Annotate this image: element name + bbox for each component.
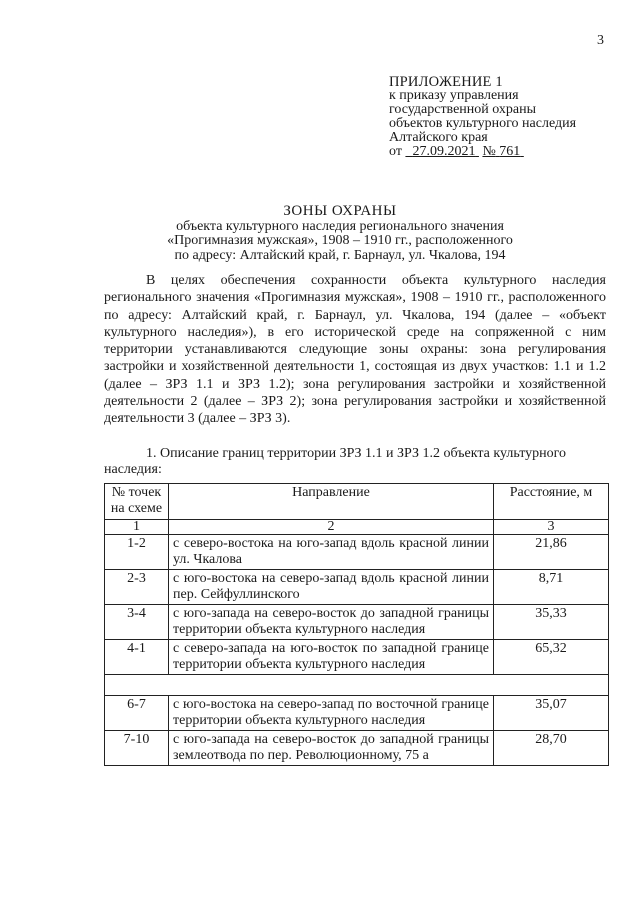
cell-direction: с юго-востока на северо-запад вдоль красной линии пер. Сейфуллинского (169, 570, 494, 605)
appendix-block (389, 75, 619, 159)
table-row (105, 640, 609, 675)
cell-point: 3-4 (105, 605, 169, 640)
table-caption: 1. Описание границ территории ЗРЗ 1.1 и ЗРЗ 1.2 объекта культурного наследия: (104, 446, 567, 477)
table-separator-row (105, 675, 609, 696)
page-number: 3 (597, 33, 604, 48)
appendix-line: Алтайского края (389, 130, 488, 145)
appendix-line: объектов культурного наследия (389, 116, 577, 131)
cell-direction: с северо-востока на юго-запад вдоль красной линии ул. Чкалова (169, 535, 494, 570)
cell-direction: с юго-запада на северо-восток до западной границы землеотвода по пер. Революционному, 75 а (169, 731, 494, 766)
cell-direction: с северо-запада на юго-восток по западной границе территории объекта культурного наследия (169, 640, 494, 675)
heading-title: ЗОНЫ ОХРАНЫ (283, 203, 397, 219)
table-row (105, 696, 609, 731)
table-row (105, 535, 609, 570)
cell-direction: с юго-востока на северо-запад по восточной границе территории объекта культурного наследия (169, 696, 494, 731)
body-paragraph: В целях обеспечения сохранности объекта культурного наследия регионального значения «Прогимназия мужская», 1908 – 1910 гг., расположенного по адресу: Алтайский край, г. Барнаул, ул. Чкалова, 194 (далее – «объект культурного наследия»), в его исторической среде на сопряженной с ним территории устанавливаются следующие зоны охраны: зона регулирования застройки и хозяйственной деятельности 1, состоящая из двух участков: 1.1 и 1.2 (далее – ЗРЗ 1.1 и ЗРЗ 1.2); зона регулирования застройки и хозяйственной деятельности 2 (далее – ЗРЗ 2); зона регулирования застройки и хозяйственной деятельности 3 (далее – ЗРЗ 3). (104, 273, 606, 427)
order-date: 27.09.2021 (412, 144, 476, 159)
heading-line: по адресу: Алтайский край, г. Барнаул, ул. Чкалова, 194 (174, 247, 506, 263)
order-prefix: от (389, 144, 402, 159)
document-heading (120, 204, 560, 263)
appendix-line: государственной охраны (389, 102, 537, 117)
table-row (105, 731, 609, 766)
separator-cell (105, 675, 609, 696)
cell-point: 4-1 (105, 640, 169, 675)
cell-direction: с юго-запада на северо-восток до западной границы территории объекта культурного наследия (169, 605, 494, 640)
header-point: № точек на схеме (105, 484, 169, 520)
cell-point: 7-10 (105, 731, 169, 766)
order-number: № 761 (482, 144, 521, 159)
header-distance: Расстояние, м (494, 484, 609, 520)
heading-line: «Прогимназия мужская», 1908 – 1910 гг., расположенного (167, 233, 513, 248)
cell-distance: 35,33 (494, 605, 609, 640)
cell-distance: 65,32 (494, 640, 609, 675)
column-number-row (105, 520, 609, 535)
cell-point: 6-7 (105, 696, 169, 731)
cell-distance: 21,86 (494, 535, 609, 570)
appendix-title: ПРИЛОЖЕНИЕ 1 (389, 74, 503, 90)
header-direction: Направление (169, 484, 494, 520)
cell-distance: 35,07 (494, 696, 609, 731)
column-number: 3 (494, 520, 609, 535)
appendix-line: к приказу управления (389, 88, 519, 103)
cell-distance: 28,70 (494, 731, 609, 766)
column-number: 2 (169, 520, 494, 535)
boundary-table (104, 483, 609, 766)
table-row (105, 605, 609, 640)
heading-line: объекта культурного наследия регионального значения (176, 218, 504, 234)
table-row (105, 570, 609, 605)
cell-point: 1-2 (105, 535, 169, 570)
cell-point: 2-3 (105, 570, 169, 605)
cell-distance: 8,71 (494, 570, 609, 605)
order-line (389, 145, 619, 159)
table-header-row (105, 484, 609, 520)
column-number: 1 (105, 520, 169, 535)
